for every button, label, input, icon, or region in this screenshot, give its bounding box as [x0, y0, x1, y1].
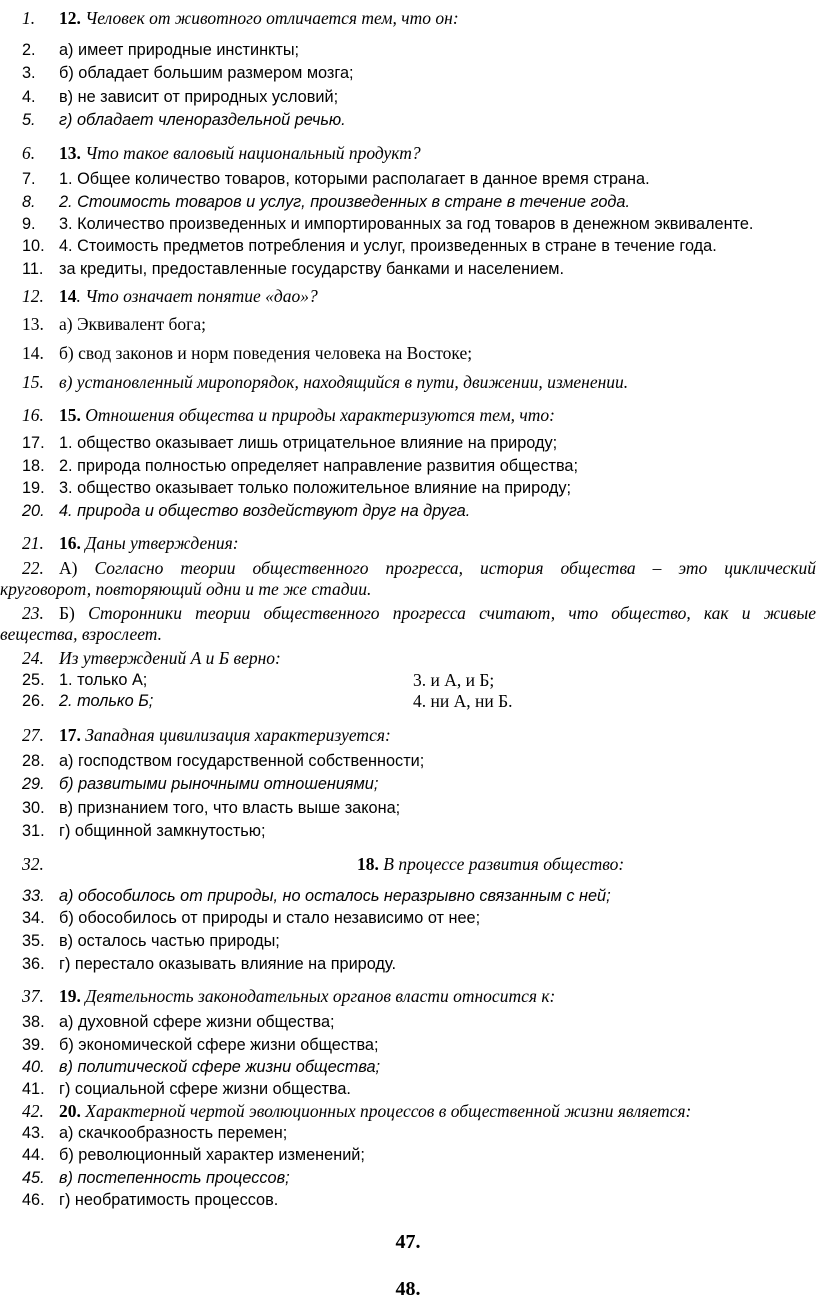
line-number: 3. [22, 64, 36, 82]
line-number: 42. [22, 1101, 44, 1121]
line-number: 45. [22, 1169, 45, 1187]
answer-text: в) признанием того, что власть выше закона; [59, 799, 401, 817]
answer-text: в) не зависит от природных условий; [59, 88, 339, 106]
question-number: 20. [59, 1101, 81, 1121]
line-number: 20. [22, 502, 45, 520]
line-number: 40. [22, 1058, 45, 1076]
line-number: 33. [22, 887, 45, 905]
answer-text: г) обладает членораздельной речью. [59, 111, 346, 129]
answer-text: а) Эквивалент бога; [59, 314, 206, 334]
trailing-number-48: 48. [395, 1278, 421, 1300]
question-text: Отношения общества и природы характеризуются тем, что: [85, 405, 555, 425]
question-number: 15. [59, 405, 81, 425]
line-number: 15. [22, 372, 44, 392]
line-number: 23. [22, 603, 44, 623]
answer-text: а) скачкообразность перемен; [59, 1124, 288, 1142]
line-number: 35. [22, 932, 45, 950]
question-text: Характерной чертой эволюционных процессов в общественной жизни является: [85, 1101, 692, 1121]
line-number: 37. [22, 986, 44, 1006]
answer-text: в) установленный миропорядок, находящийся в пути, движении, изменении. [59, 372, 629, 392]
statement-text: Сторонники теории общественного прогресса считают, что общество, как и живые [88, 603, 816, 623]
line-number: 41. [22, 1080, 45, 1098]
answer-text: б) обособилось от природы и стало независимо от нее; [59, 909, 481, 927]
question-number: 13. [59, 143, 81, 163]
question-text: Даны утверждения: [85, 533, 239, 553]
line-number: 18. [22, 457, 45, 475]
line-number: 39. [22, 1036, 45, 1054]
answer-text: 2. природа полностью определяет направление развития общества; [59, 457, 579, 475]
line-number: 11. [22, 260, 44, 278]
line-number: 31. [22, 822, 45, 840]
answer-text: б) развитыми рыночными отношениями; [59, 775, 379, 793]
answer-text: 4. природа и общество воздействуют друг на друга. [59, 502, 471, 520]
answer-text: а) обособилось от природы, но осталось неразрывно связанным с ней; [59, 887, 611, 905]
line-number: 38. [22, 1013, 45, 1031]
line-number: 24. [22, 648, 44, 668]
line-number: 34. [22, 909, 45, 927]
answer-text: в) постепенность процессов; [59, 1169, 290, 1187]
answer-text: 3. Количество произведенных и импортированных за год товаров в денежном эквиваленте. [59, 215, 754, 233]
statement-label: А) [59, 558, 78, 578]
line-number: 32. [22, 854, 44, 874]
statement-text-continued: круговорот, повторяющий одни и те же стадии. [0, 579, 372, 599]
answer-text: 1. только А; [59, 671, 148, 689]
answer-text: г) социальной сфере жизни общества. [59, 1080, 351, 1098]
answer-text: 1. Общее количество товаров, которыми располагает в данное время страна. [59, 170, 650, 188]
question-number: 16. [59, 533, 81, 553]
line-number: 19. [22, 479, 45, 497]
line-number: 21. [22, 533, 44, 553]
question-text: В процессе развития общество: [383, 854, 625, 874]
answer-text: в) политической сфере жизни общества; [59, 1058, 381, 1076]
question-text: Что такое валовый национальный продукт? [85, 143, 421, 163]
answer-text: 2. только Б; [59, 692, 154, 710]
answer-text: 3. общество оказывает только положительное влияние на природу; [59, 479, 572, 497]
answer-text: г) необратимость процессов. [59, 1191, 279, 1209]
answer-text: б) обладает большим размером мозга; [59, 64, 354, 82]
line-number: 43. [22, 1124, 45, 1142]
answer-text: б) свод законов и норм поведения человека на Востоке; [59, 343, 473, 363]
answer-text: а) господством государственной собственности; [59, 752, 425, 770]
line-number: 29. [22, 775, 45, 793]
line-number: 27. [22, 725, 44, 745]
statement-text: Согласно теории общественного прогресса, история общества – это циклический [94, 558, 816, 578]
line-number: 5. [22, 111, 36, 129]
line-number: 13. [22, 314, 44, 334]
answer-text: 4. Стоимость предметов потребления и услуг, произведенных в стране в течение года. [59, 237, 717, 255]
question-number: 12. [59, 8, 81, 28]
question-text: Человек от животного отличается тем, что он: [85, 8, 459, 28]
statement-label: Б) [59, 603, 75, 623]
line-number: 25. [22, 671, 45, 689]
line-number: 8. [22, 193, 36, 211]
answer-text: за кредиты, предоставленные государству банками и населением. [59, 260, 565, 278]
line-number: 17. [22, 434, 45, 452]
statement-text-continued: вещества, взрослеет. [0, 624, 162, 644]
line-number: 7. [22, 170, 36, 188]
question-number: 19. [59, 986, 81, 1006]
line-number: 36. [22, 955, 45, 973]
line-number: 10. [22, 237, 45, 255]
answer-text: а) имеет природные инстинкты; [59, 41, 300, 59]
line-number: 16. [22, 405, 44, 425]
answer-text-col2: 4. ни А, ни Б. [413, 691, 513, 711]
answer-text: г) перестало оказывать влияние на природу. [59, 955, 396, 973]
question-number: 14 [59, 286, 77, 306]
answer-text: б) революционный характер изменений; [59, 1146, 365, 1164]
line-number: 44. [22, 1146, 45, 1164]
answer-text: Из утверждений А и Б верно: [59, 648, 281, 668]
line-number: 2. [22, 41, 36, 59]
answer-text: г) общинной замкнутостью; [59, 822, 266, 840]
answer-text: а) духовной сфере жизни общества; [59, 1013, 335, 1031]
line-number: 1. [22, 8, 36, 28]
line-number: 28. [22, 752, 45, 770]
answer-text: б) экономической сфере жизни общества; [59, 1036, 379, 1054]
answer-text: 2. Стоимость товаров и услуг, произведенных в стране в течение года. [59, 193, 630, 211]
question-text: Деятельность законодательных органов власти относится к: [85, 986, 556, 1006]
line-number: 4. [22, 88, 36, 106]
line-number: 46. [22, 1191, 45, 1209]
question-number: 18. [357, 854, 379, 874]
answer-text: 1. общество оказывает лишь отрицательное влияние на природу; [59, 434, 558, 452]
line-number: 30. [22, 799, 45, 817]
answer-text: в) осталось частью природы; [59, 932, 280, 950]
line-number: 14. [22, 343, 44, 363]
line-number: 9. [22, 215, 36, 233]
line-number: 6. [22, 143, 36, 163]
trailing-number-47: 47. [395, 1231, 421, 1253]
line-number: 22. [22, 558, 44, 578]
answer-text-col2: 3. и А, и Б; [413, 670, 495, 690]
line-number: 26. [22, 692, 45, 710]
line-number: 12. [22, 286, 44, 306]
question-number: 17. [59, 725, 81, 745]
question-text: Западная цивилизация характеризуется: [85, 725, 391, 745]
question-text: . Что означает понятие «дао»? [76, 286, 318, 306]
